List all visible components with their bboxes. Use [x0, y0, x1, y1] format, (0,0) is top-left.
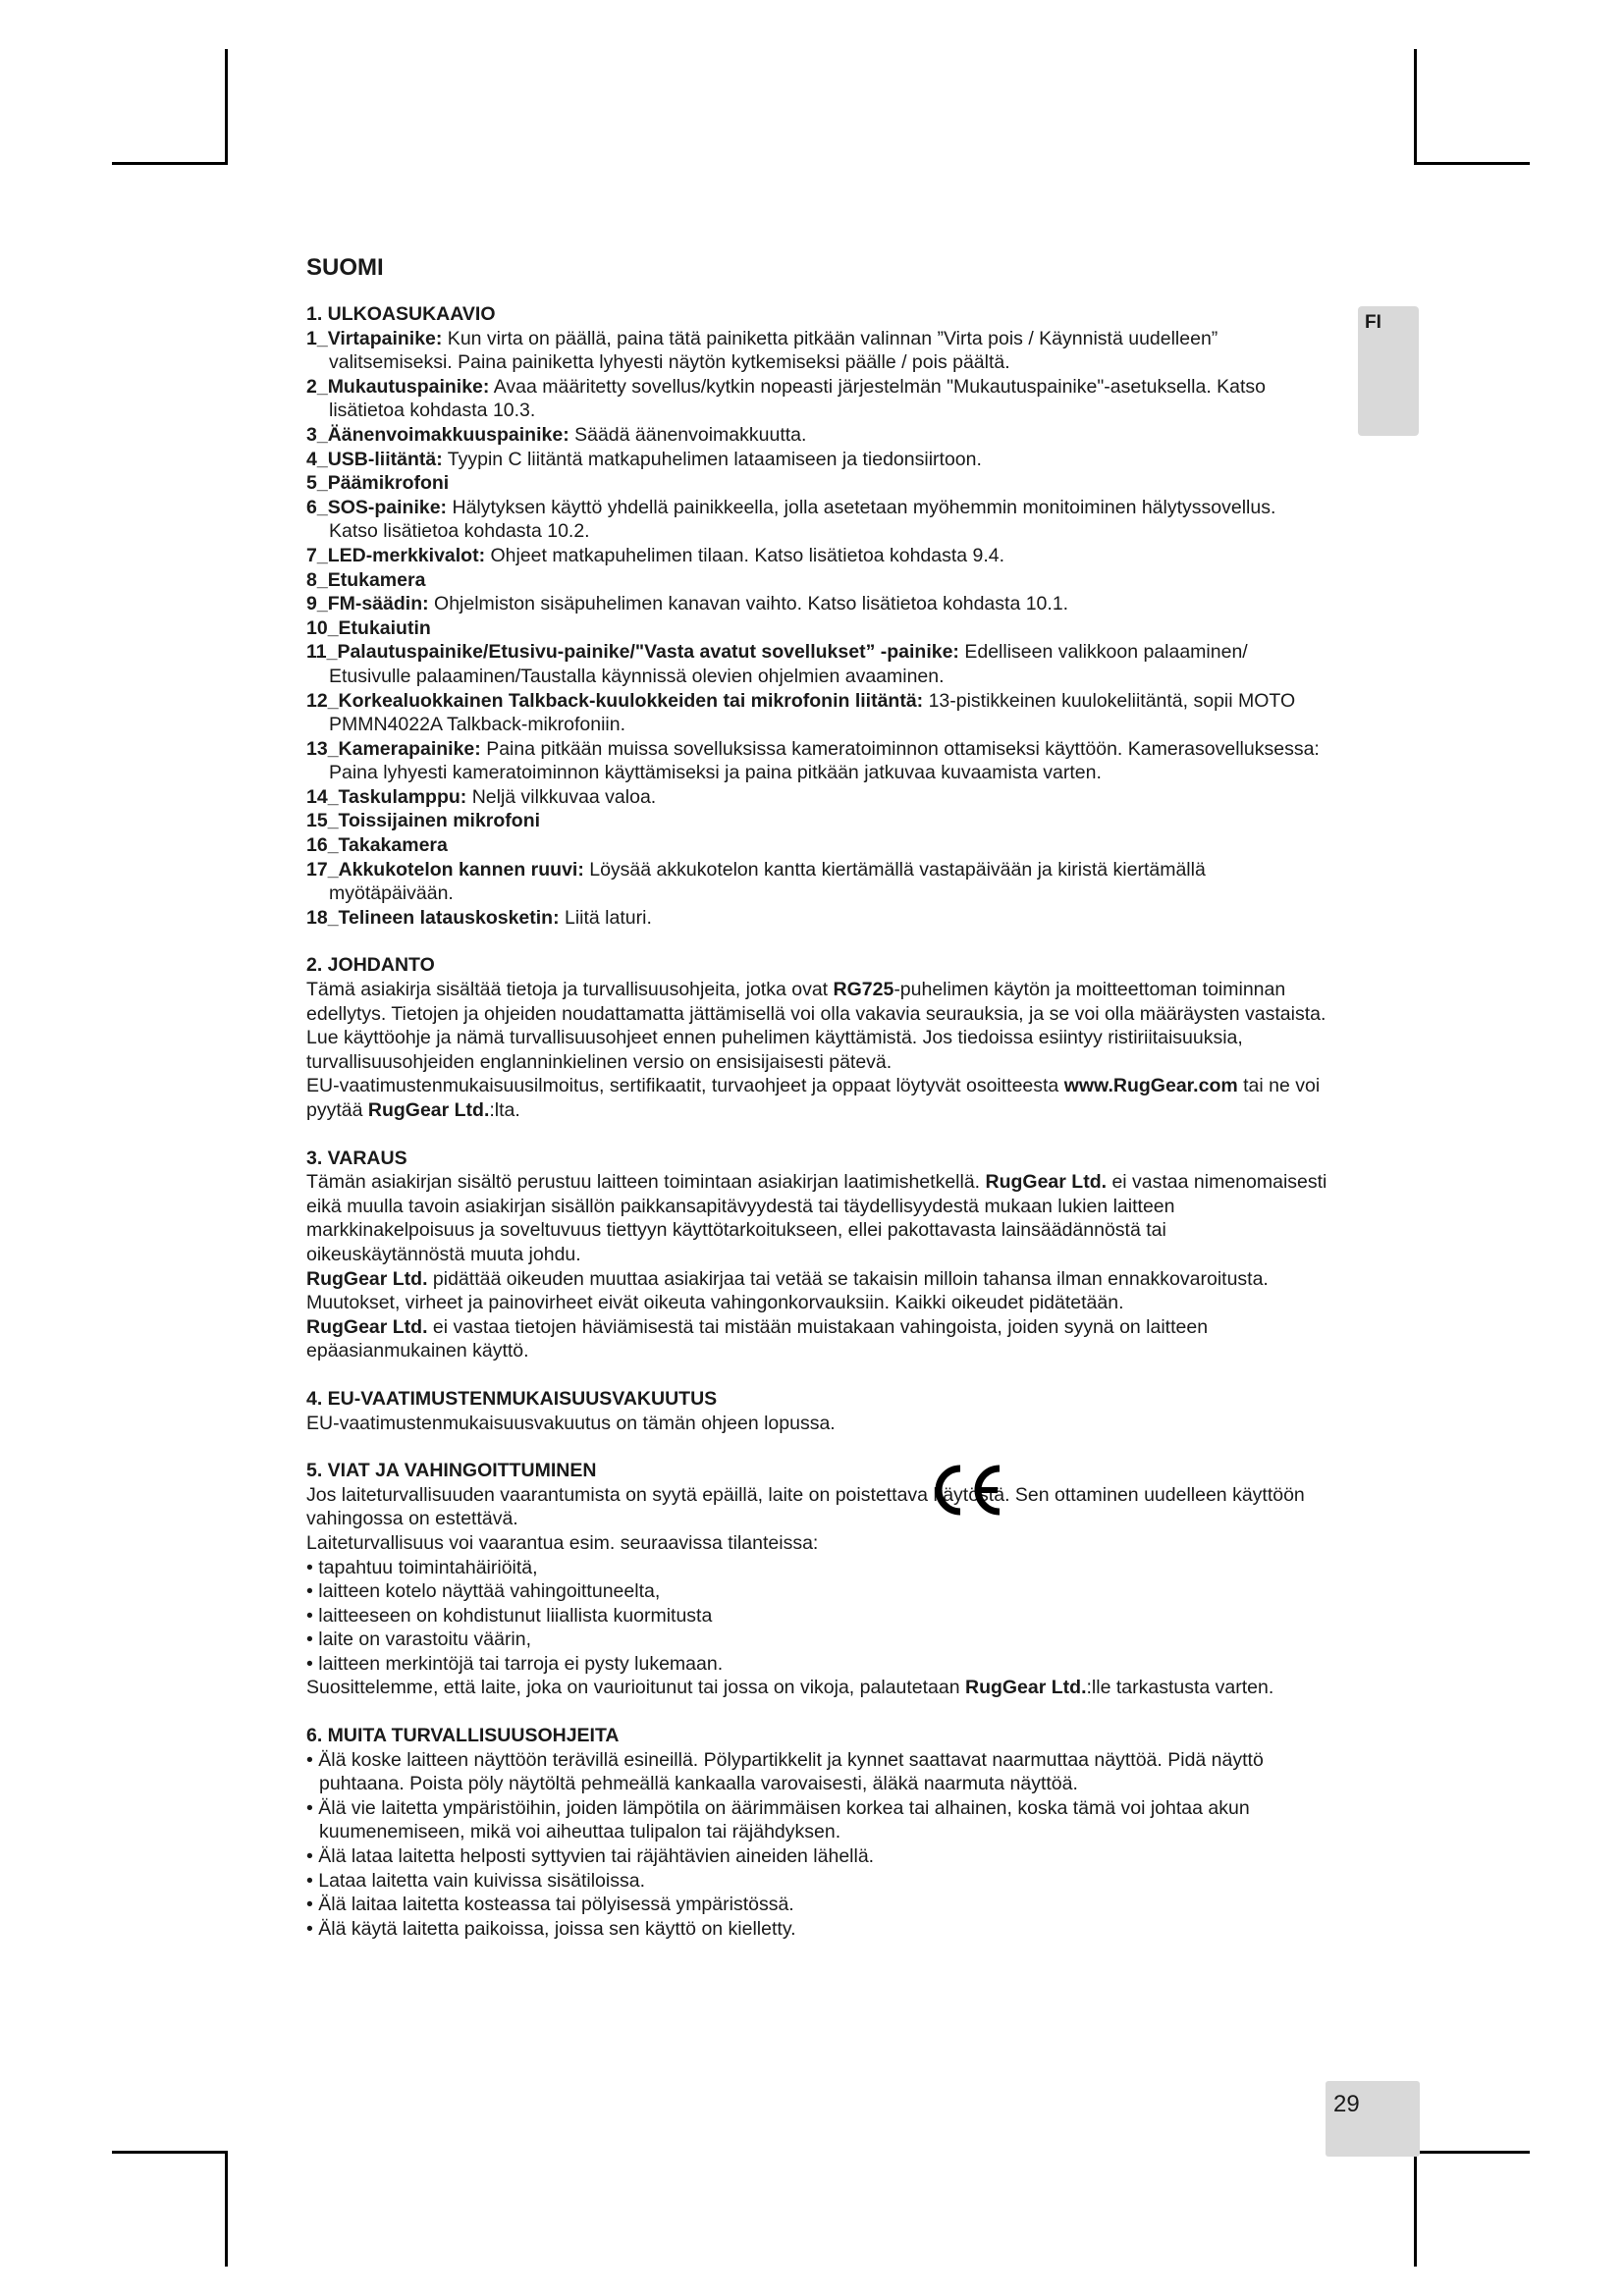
part-description: Neljä vilkkuvaa valoa. [466, 785, 657, 808]
paragraph [306, 1074, 1327, 1122]
part-item [306, 592, 1327, 616]
paragraph: Lue käyttöohje ja nämä turvallisuusohjeet ennen puhelimen käyttämistä. Jos tiedoissa esiintyy ristiriitaisuuksia, turvallisuusohjeiden englanninkielinen versio on ensisijaisesti pätevä. [306, 1027, 1243, 1073]
section-turvallisuusohjeita [306, 1724, 1327, 1941]
part-label: 1_Virtapainike: [306, 327, 443, 349]
paragraph: Jos laiteturvallisuuden vaarantumista on syytä epäillä, laite on poistettava käytöstä. Sen ottaminen uudelleen käyttöön vahingossa on estettävä. [306, 1483, 1305, 1530]
list-item: • laitteen merkintöjä tai tarroja ei pysty lukemaan. [306, 1652, 724, 1675]
part-item [306, 471, 1327, 496]
list-item: • laitteeseen on kohdistunut liiallista kuormitusta [306, 1604, 713, 1627]
part-description: Ohjelmiston sisäpuhelimen kanavan vaihto. Katso lisätietoa kohdasta 10.1. [428, 593, 1069, 615]
part-label: 13_Kamerapainike: [306, 737, 481, 760]
section-heading: 2. JOHDANTO [306, 954, 435, 977]
page-number: 29 [1326, 2081, 1420, 2157]
part-label: 2_Mukautuspainike: [306, 375, 490, 398]
company-name: RugGear Ltd. [964, 1677, 1087, 1699]
parts-list [306, 327, 1327, 931]
text-run: EU-vaatimustenmukaisuusilmoitus, sertifikaatit, turvaohjeet ja oppaat löytyvät osoitteesta [306, 1075, 1064, 1097]
page-content [306, 253, 1327, 1964]
list-item: • laite on varastoitu väärin, [306, 1629, 532, 1651]
part-item [306, 906, 1327, 931]
part-item [306, 737, 1327, 785]
part-item [306, 448, 1327, 472]
part-label: 12_Korkealuokkainen Talkback-kuulokkeiden tai mikrofonin liitäntä: [306, 689, 924, 712]
paragraph [306, 1267, 1327, 1315]
section-johdanto [306, 953, 1327, 1122]
paragraph [306, 1676, 1327, 1700]
part-label: 4_USB-liitäntä: [306, 448, 443, 470]
part-label: 3_Äänenvoimakkuuspainike: [306, 423, 569, 446]
part-description: Säädä äänenvoimakkuutta. [568, 423, 807, 446]
text-run: pidättää oikeuden muuttaa asiakirjaa tai vetää se takaisin milloin tahansa ilman ennakkovaroitusta. Muutokset, virheet ja painovirheet eivät oikeuta vahingonkorvauksiin. Kaikki oikeudet pidätetään. [306, 1267, 1269, 1314]
paragraph [306, 1170, 1327, 1266]
part-description: Löysää akkukotelon kantta kiertämällä vastapäivään ja kiristä kiertämällä myötäpäivään. [329, 858, 1206, 905]
part-item [306, 544, 1327, 568]
part-label: 6_SOS-painike: [306, 496, 448, 518]
part-label: 15_Toissijainen mikrofoni [306, 810, 541, 832]
part-description: Edelliseen valikkoon palaaminen/ Etusivulle palaaminen/Taustalla käynnissä olevien ohjelmien avaaminen. [329, 641, 1248, 687]
website-link[interactable]: www.RugGear.com [1063, 1075, 1238, 1097]
crop-mark-bottom-left-v [225, 2151, 228, 2267]
paragraph [306, 1315, 1327, 1363]
part-description: 13-pistikkeinen kuulokeliitäntä, sopii MOTO PMMN4022A Talkback-mikrofoniin. [329, 689, 1296, 736]
list-item: • Älä koske laitteen näyttöön terävillä esineillä. Pölypartikkelit ja kynnet saattavat naarmuttaa näyttöä. Pidä näyttö puhtaana. Poista pöly näytöltä pehmeällä kankaalla varovaisesti, äläkä naarmuta näyttöä. [306, 1748, 1264, 1795]
part-label: 9_FM-säädin: [306, 593, 429, 615]
part-label: 17_Akkukotelon kannen ruuvi: [306, 858, 584, 881]
part-label: 7_LED-merkkivalot: [306, 544, 486, 566]
part-item [306, 568, 1327, 593]
company-name: RugGear Ltd. [306, 1267, 428, 1290]
company-name: RugGear Ltd. [306, 1315, 428, 1338]
part-description: Ohjeet matkapuhelimen tilaan. Katso lisätietoa kohdasta 9.4. [485, 544, 1005, 566]
company-name: RugGear Ltd. [985, 1171, 1108, 1194]
company-name: RugGear Ltd. [367, 1099, 490, 1121]
part-description: Avaa määritetty sovellus/kytkin nopeasti järjestelmän "Mukautuspainike"-asetuksella. Katso lisätietoa kohdasta 10.3. [329, 375, 1267, 422]
part-description: Kun virta on päällä, paina tätä painiketta pitkään valinnan ”Virta pois / Käynnistä uudelleen” valitsemiseksi. Paina painiketta lyhyesti näytön kytkemiseksi päälle / pois päältä. [329, 327, 1218, 374]
part-item [306, 640, 1327, 688]
part-label: 14_Taskulamppu: [306, 785, 467, 808]
language-side-tab: FI [1358, 306, 1419, 436]
part-item [306, 375, 1327, 423]
language-title: SUOMI [306, 254, 384, 281]
part-item [306, 423, 1327, 448]
crop-mark-top-right-h [1414, 162, 1530, 165]
crop-mark-bottom-left-h [112, 2151, 228, 2154]
part-item [306, 616, 1327, 641]
part-item [306, 809, 1327, 833]
text-run: -puhelimen käytön ja moitteettoman toiminnan edellytys. Tietojen ja ohjeiden noudattamatta jättämisellä voi olla vakavia seurauksia, ja se voi olla määräysten vastaista. [306, 979, 1326, 1025]
section-heading: 4. EU-VAATIMUSTENMUKAISUUSVAKUUTUS [306, 1387, 718, 1410]
section-heading: 3. VARAUS [306, 1147, 407, 1169]
text-run: Tämän asiakirjan sisältö perustuu laitteen toimintaan asiakirjan laatimishetkellä. [306, 1171, 986, 1194]
section-heading: 6. MUITA TURVALLISUUSOHJEITA [306, 1725, 620, 1747]
part-item [306, 496, 1327, 544]
list-item: • Älä laitaa laitetta kosteassa tai pölyisessä ympäristössä. [306, 1894, 794, 1916]
part-description: Hälytyksen käyttö yhdellä painikkeella, jolla asetetaan myöhemmin monitoiminen hälytyssovellus. Katso lisätietoa kohdasta 10.2. [329, 496, 1276, 543]
text-run: tai ne voi pyytää [306, 1075, 1321, 1121]
part-description: Tyypin C liitäntä matkapuhelimen lataamiseen ja tiedonsiirtoon. [442, 448, 982, 470]
text-run: ei vastaa tietojen häviämisestä tai mistään muistakaan vahingoista, joiden syynä on laitteen epäasianmukainen käyttö. [306, 1315, 1209, 1362]
part-item [306, 785, 1327, 810]
crop-mark-top-left-h [112, 162, 228, 165]
crop-mark-top-right-v [1414, 49, 1417, 165]
crop-mark-bottom-right-v [1414, 2151, 1417, 2267]
list-item: • Älä lataa laitetta helposti syttyvien tai räjähtävien aineiden lähellä. [306, 1845, 875, 1868]
section-viat [306, 1459, 1327, 1700]
part-item [306, 833, 1327, 858]
text-run: :lle tarkastusta varten. [1086, 1677, 1274, 1699]
part-description: Paina pitkään muissa sovelluksissa kameratoiminnon ottamiseksi käyttöön. Kamerasovelluksessa: Paina lyhyesti kameratoiminnon käyttämiseksi ja paina pitkään jatkuvaa kuvaamista varten. [329, 737, 1320, 784]
section-varaus [306, 1147, 1327, 1363]
list-item: • Lataa laitetta vain kuivissa sisätiloissa. [306, 1869, 645, 1892]
list-item: • laitteen kotelo näyttää vahingoittuneelta, [306, 1580, 661, 1603]
ce-mark-logo [927, 1461, 1005, 1520]
part-label: 10_Etukaiutin [306, 616, 431, 639]
text-run: Suosittelemme, että laite, joka on vaurioitunut tai jossa on vikoja, palautetaan [306, 1677, 965, 1699]
section-ulkoasukaavio [306, 302, 1327, 930]
paragraph: Laiteturvallisuus voi vaarantua esim. seuraavissa tilanteissa: [306, 1531, 819, 1554]
paragraph [306, 978, 1327, 1026]
part-label: 8_Etukamera [306, 568, 426, 591]
part-item [306, 858, 1327, 906]
section-eu-vakuutus [306, 1387, 1327, 1435]
part-description: Liitä laturi. [559, 906, 652, 929]
part-label: 16_Takakamera [306, 834, 448, 857]
crop-mark-bottom-right-h [1414, 2151, 1530, 2154]
list-item: • Älä käytä laitetta paikoissa, joissa sen käyttö on kielletty. [306, 1917, 796, 1940]
part-label: 11_Palautuspainike/Etusivu-painike/"Vasta avatut sovellukset” -painike: [306, 641, 959, 664]
crop-mark-top-left-v [225, 49, 228, 165]
text-run: Tämä asiakirja sisältää tietoja ja turvallisuusohjeita, jotka ovat [306, 979, 834, 1001]
list-item: • Älä vie laitetta ympäristöihin, joiden lämpötila on äärimmäisen korkea tai alhainen, koska tämä voi johtaa akun kuumenemiseen, mikä voi aiheuttaa tulipalon tai räjähdyksen. [306, 1796, 1250, 1843]
text-run: ei vastaa nimenomaisesti eikä muulla tavoin asiakirjan sisällön paikkansapitävyydestä tai täydellisyydestä mukaan lukien laitteen markkinakelpoisuus ja soveltuvuus tiettyyn käyttötarkoitukseen, ellei pakottavasta lainsäädännöstä tai oikeuskäytännöstä muuta johdu. [306, 1171, 1327, 1265]
section-heading: 1. ULKOASUKAAVIO [306, 303, 496, 325]
paragraph: EU-vaatimustenmukaisuusvakuutus on tämän ohjeen lopussa. [306, 1412, 836, 1434]
text-run: :lta. [489, 1099, 520, 1121]
part-label: 18_Telineen latauskosketin: [306, 906, 560, 929]
list-item: • tapahtuu toimintahäiriöitä, [306, 1556, 538, 1578]
part-item [306, 327, 1327, 375]
section-heading: 5. VIAT JA VAHINGOITTUMINEN [306, 1460, 597, 1482]
part-item [306, 689, 1327, 737]
part-label: 5_Päämikrofoni [306, 472, 450, 495]
model-name: RG725 [833, 979, 894, 1001]
